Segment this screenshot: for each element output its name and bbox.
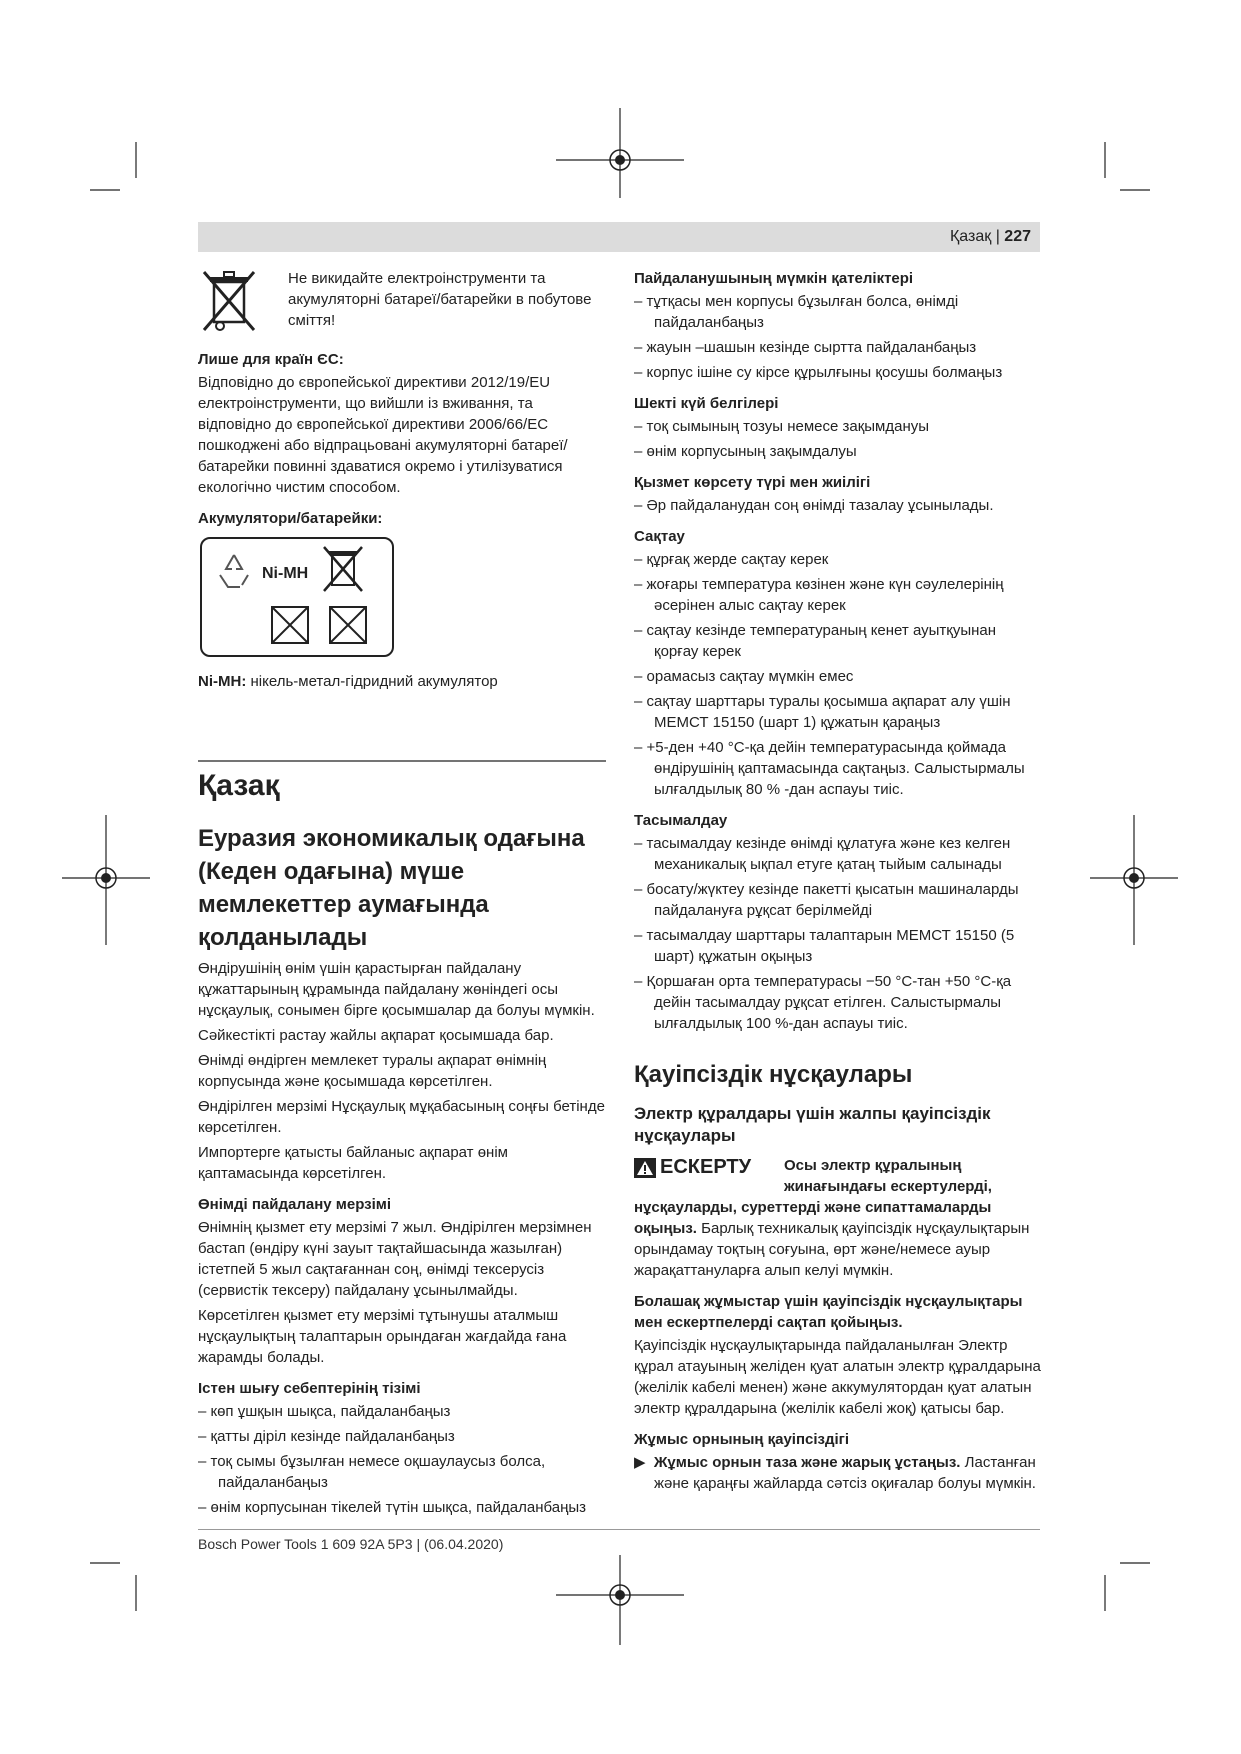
transport-heading: Тасымалдау [634, 812, 728, 829]
page-number: 227 [1004, 228, 1031, 245]
warning-label [634, 1157, 784, 1178]
workplace-heading: Жұмыс орнының қауіпсіздігі [634, 1431, 850, 1448]
intro-paragraph-5: Импортерге қатысты байланыс ақпарат өнім қаптамасында көрсетілген. [198, 1144, 508, 1182]
service-heading: Қызмет көрсету түрі мен жиілігі [634, 474, 871, 491]
errors-item: – тұтқасы мен корпусы бұзылған болса, өнімді пайдаланбаңыз [634, 293, 959, 331]
registration-mark-top [556, 108, 684, 198]
storage-item: – сақтау кезінде температураның кенет ауытқуынан қорғау керек [634, 622, 997, 660]
errors-item: – корпус ішіне су кірсе құрылғыны қосушы болмаңыз [634, 364, 1003, 381]
header-section: Қазақ [949, 228, 992, 245]
general-safety-title: Электр құралдары үшін жалпы қауіпсіздік нұсқаулары [634, 1104, 991, 1145]
footer-text: Bosch Power Tools 1 609 92A 5P3 | (06.04.2020) [198, 1536, 504, 1552]
storage-heading: Сақтау [634, 528, 685, 545]
footer-rule [198, 1529, 1040, 1530]
nimh-definition [198, 671, 606, 692]
failure-item: – қатты діріл кезінде пайдаланбаңыз [198, 1428, 455, 1445]
eu-text: Відповідно до європейської директиви 2012/19/EU електроінструменти, що вийшли із вживання, та відповідно до європейської директиви 2006/66/EC пошкоджені або відпрацьовані акумуляторні батареї/батарейки повинні здаватися окремо і утилізуватися екологічно чистим способом. [198, 374, 568, 496]
warning-block [634, 1155, 1044, 1281]
workplace-text: Ластанған және қараңғы жайларда сәтсіз оқиғалар болуы мүмкін. [654, 1454, 1036, 1492]
intro-paragraph-1: Өндірушінің өнім үшін қарастырған пайдалану құжаттарының құрамында пайдалану жөніндегі осы нұсқаулық, сонымен бірге қосымшалар да болуы мүмкін. [198, 960, 595, 1019]
transport-item: – тасымалдау кезінде өнімді құлатуға және кез келген механикалық ықпал етуге қатаң тыйым салынады [634, 835, 1011, 873]
warning-label-text: ЕСКЕРТУ [660, 1156, 752, 1178]
workplace-bold: Жұмыс орнын таза және жарық ұстаңыз. [653, 1454, 961, 1471]
recycle-icon [214, 551, 254, 591]
storage-item: – орамасыз сақтау мүмкін емес [634, 668, 854, 685]
intro-paragraph-3: Өнімді өндірген мемлекет туралы ақпарат өнімнің корпусында және қосымшада көрсетілген. [198, 1052, 547, 1090]
language-title: Қазақ [198, 769, 280, 802]
workplace-item: ▶ Жұмыс орнын таза және жарық ұстаңыз. Ластанған және қараңғы жайларда сәтсіз оқиғалар болуы мүмкін. [634, 1454, 1036, 1492]
registration-mark-left [62, 815, 150, 945]
failure-item: – көп ұшқын шықса, пайдаланбаңыз [198, 1403, 451, 1420]
keep-heading: Болашақ жұмыстар үшін қауіпсіздік нұсқаулықтары мен ескертпелерді сақтап қойыңыз. [634, 1293, 1023, 1331]
intro-paragraph-4: Өндірілген мерзімі Нұсқаулық мұқабасының соңғы бетінде көрсетілген. [198, 1098, 605, 1136]
right-column [634, 268, 1044, 1498]
disposal-block [198, 268, 606, 335]
nimh-desc: нікель-метал-гідридний акумулятор [250, 673, 498, 690]
no-fire-icon [270, 605, 310, 645]
registration-mark-right [1090, 815, 1178, 945]
warning-body: Барлық техникалық қауіпсіздік нұсқаулықтарын орындамау тоқтың соғуына, өрт және/немесе ауыр жарақаттануларға алып келуі мүмкін. [634, 1220, 1030, 1279]
keep-text: Қауіпсіздік нұсқаулықтарында пайдаланылған Электр құрал атауының желіден қуат алатын электр құралдарына (желілік кабелі менен) және аккумулятордан қуат алатын электр құралдарына (желілік кабелі жоқ) қатысы бар. [634, 1337, 1041, 1417]
registration-mark-bottom [556, 1555, 684, 1645]
page-header: Қазақ | 227 [949, 228, 1031, 245]
errors-item: – жауын –шашын кезінде сыртта пайдаланбаңыз [634, 339, 977, 356]
life-text-1: Өнімнің қызмет ету мерзімі 7 жыл. Өндірілген мерзімнен бастап (өндіру күні зауыт тақтайшасында жазылған) істетпей 5 жыл сақтағаннан соң, өнімді тексерусіз (сервистік тексеру) пайдалану ұсынылмайды. [198, 1219, 592, 1299]
failure-item: – өнім корпусынан тікелей түтін шықса, пайдаланбаңыз [198, 1499, 587, 1516]
crossed-bin-icon [198, 268, 260, 334]
nimh-term: Ni-MH: [198, 673, 247, 690]
transport-item: – тасымалдау шарттары талаптарын МЕМСТ 15150 (5 шарт) құжатын оқыңыз [634, 927, 1015, 965]
service-item: – Әр пайдаланудан соң өнімді тазалау ұсынылады. [634, 497, 994, 514]
intro-paragraph-2: Сәйкестікті растау жайлы ақпарат қосымшада бар. [198, 1027, 554, 1044]
storage-item: – +5-ден +40 °C-қа дейін температурасында қоймада өндірушінің қаптамасында сақтаңыз. Салыстырмалы ылғалдылық 80 % -дан аспауы тиіс. [634, 739, 1025, 798]
battery-label-box [200, 537, 394, 657]
failure-item: – тоқ сымы бұзылған немесе оқшаулаусыз болса, пайдаланбаңыз [198, 1453, 546, 1491]
crossed-bin-icon-small [320, 545, 366, 595]
limit-item: – өнім корпусының зақымдалуы [634, 443, 857, 460]
storage-item: – жоғары температура көзінен және күн сәулелерінің әсерінен алыс сақтау керек [634, 576, 1004, 614]
warning-bold: Осы электр құралының жинағындағы ескертулерді, нұсқауларды, суреттерді және сипаттамаларды оқыңыз. [634, 1157, 992, 1237]
no-water-icon [328, 605, 368, 645]
transport-item: – Қоршаған орта температурасы −50 °C-тан +50 °C-қа дейін тасымалдау рұқсат етілген. Салыстырмалы ылғалдылық 100 %-дан аспауы тиіс. [634, 973, 1012, 1032]
life-text-2: Көрсетілген қызмет ету мерзімі тұтынушы аталмыш нұсқаулықтың талаптарын орындаған жағдайда ғана жарамды болады. [198, 1307, 567, 1366]
life-heading: Өнімді пайдалану мерзімі [198, 1196, 392, 1213]
storage-item: – сақтау шарттары туралы қосымша ақпарат алу үшін МЕМСТ 15150 (шарт 1) құжатын қараңыз [634, 693, 1011, 731]
header-bar [198, 222, 1040, 252]
battery-type-label: Ni-MH [262, 565, 309, 582]
storage-item: – құрғақ жерде сақтау керек [634, 551, 829, 568]
failure-heading: Істен шығу себептерінің тізімі [198, 1380, 421, 1397]
eurasia-title: Еуразия экономикалық одағына (Кеден одағына) мүше мемлекеттер аумағында қолданылады [198, 825, 585, 951]
battery-heading: Акумулятори/батарейки: [198, 510, 383, 527]
eu-heading: Лише для країн ЄС: [198, 351, 344, 368]
errors-heading: Пайдаланушының мүмкін қателіктері [634, 270, 914, 287]
disposal-note: Не викидайте електроінструменти та акумуляторні батареї/батарейки в побутове сміття! [288, 270, 592, 329]
transport-item: – босату/жүктеу кезінде пакетті қысатын машиналарды пайдалануға рұқсат берілмейді [634, 881, 1019, 919]
limit-heading: Шекті күй белгілері [634, 395, 779, 412]
limit-item: – тоқ сымының тозуы немесе зақымдануы [634, 418, 930, 435]
left-column [198, 268, 606, 1522]
safety-title: Қауіпсіздік нұсқаулары [634, 1061, 913, 1088]
warning-icon [634, 1158, 656, 1178]
